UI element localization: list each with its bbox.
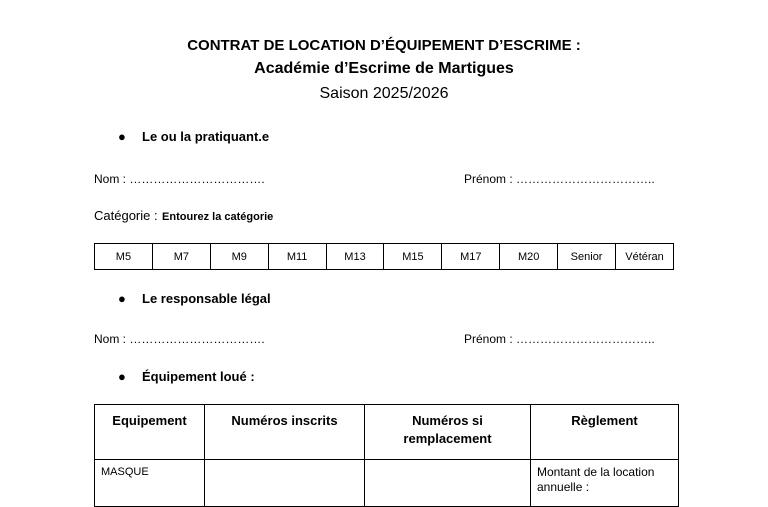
category-label: Catégorie :: [94, 208, 158, 223]
document-title: CONTRAT DE LOCATION D’ÉQUIPEMENT D’ESCRIME :: [187, 37, 581, 54]
category-cell: Senior: [558, 244, 616, 270]
column-header-reglement: Règlement: [531, 405, 679, 460]
section-guardian: [118, 291, 271, 306]
bullet-icon: ●: [118, 291, 126, 306]
equipment-header-row: [95, 405, 679, 460]
guardian-prenom-field: Prénom : ……………………………..: [464, 332, 655, 346]
category-table: [94, 243, 674, 270]
category-cell: M9: [210, 244, 268, 270]
section-equipment: [118, 369, 255, 384]
column-header-remplacement: Numéros si remplacement: [365, 405, 531, 460]
equipment-table: [94, 404, 679, 507]
category-cell: M7: [152, 244, 210, 270]
column-header-equipement: Equipement: [95, 405, 205, 460]
category-cell: M20: [500, 244, 558, 270]
category-cell: Vétéran: [616, 244, 674, 270]
numeros-cell: [205, 460, 365, 507]
category-cell: M5: [95, 244, 153, 270]
reglement-cell: Montant de la location annuelle :: [531, 460, 679, 507]
practitioner-nom-field: Nom : …………………………….: [94, 172, 265, 186]
season: Saison 2025/2026: [319, 85, 449, 102]
club-name: Académie d’Escrime de Martigues: [254, 60, 514, 77]
section-practitioner: [118, 129, 269, 144]
bullet-icon: ●: [118, 369, 126, 384]
category-cell: M13: [326, 244, 384, 270]
category-line: [94, 207, 273, 225]
category-row: [95, 244, 674, 270]
equipment-item-cell: MASQUE: [95, 460, 205, 507]
column-header-numeros: Numéros inscrits: [205, 405, 365, 460]
category-cell: M15: [384, 244, 442, 270]
bullet-icon: ●: [118, 129, 126, 144]
category-cell: M17: [442, 244, 500, 270]
guardian-nom-field: Nom : …………………………….: [94, 332, 265, 346]
section-equipment-heading: Équipement loué :: [142, 369, 255, 384]
practitioner-prenom-field: Prénom : ……………………………..: [464, 172, 655, 186]
section-guardian-heading: Le responsable légal: [142, 291, 271, 306]
table-row: [95, 460, 679, 507]
category-hint: Entourez la catégorie: [162, 211, 274, 223]
section-practitioner-heading: Le ou la pratiquant.e: [142, 129, 270, 144]
category-cell: M11: [268, 244, 326, 270]
remplacement-cell: [365, 460, 531, 507]
